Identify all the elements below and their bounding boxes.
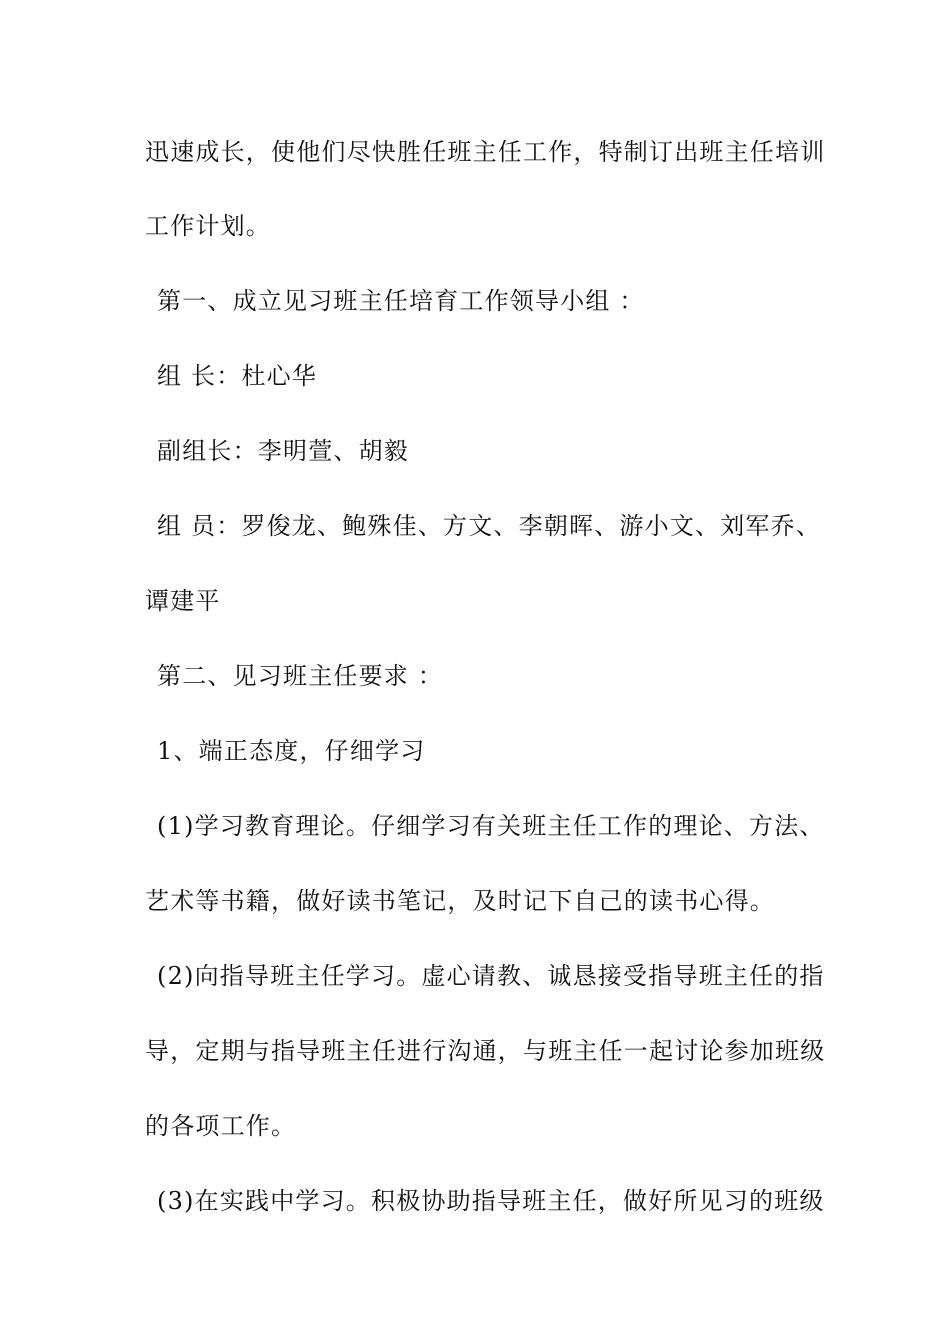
item-1-line-1: (1)学习教育理论。仔细学习有关班主任工作的理论、方法、 bbox=[157, 812, 825, 840]
item-2-line-3: 的各项工作。 bbox=[145, 1112, 297, 1140]
deputy-leader-line: 副组长：李明萱、胡毅 bbox=[157, 437, 409, 465]
item-3-line-1: (3)在实践中学习。积极协助指导班主任，做好所见习的班级 bbox=[157, 1187, 825, 1215]
group-leader-line: 组 长：杜心华 bbox=[157, 362, 318, 390]
subsection-heading-1: 1、端正态度，仔细学习 bbox=[157, 737, 426, 765]
item-2-line-2: 导，定期与指导班主任进行沟通，与班主任一起讨论参加班级 bbox=[145, 1037, 826, 1065]
section-heading-1: 第一、成立见习班主任培育工作领导小组 ： bbox=[157, 287, 645, 315]
item-2-line-1: (2)向指导班主任学习。虚心请教、诚恳接受指导班主任的指 bbox=[157, 962, 825, 990]
members-line-continued: 谭建平 bbox=[145, 587, 221, 615]
paragraph-line-1: 迅速成长，使他们尽快胜任班主任工作，特制订出班主任培训 bbox=[145, 138, 826, 166]
members-line: 组 员：罗俊龙、鲍殊佳、方文、李朝晖、游小文、刘军乔、 bbox=[157, 512, 822, 540]
section-heading-2: 第二、见习班主任要求 ： bbox=[157, 662, 444, 690]
paragraph-line-2: 工作计划。 bbox=[145, 212, 271, 240]
item-1-line-2: 艺术等书籍，做好读书笔记，及时记下自己的读书心得。 bbox=[145, 887, 775, 915]
